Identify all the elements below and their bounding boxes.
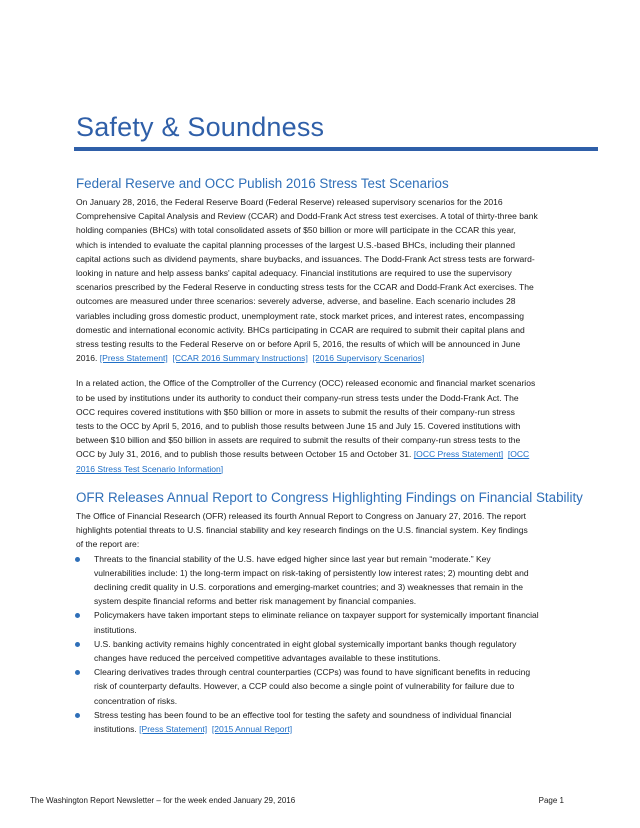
occ-scenario-info-link-cont[interactable]: 2016 Stress Test Scenario Information]: [76, 463, 224, 474]
text-line: which is intended to evaluate the capital planning processes of the largest U.S.-based BHCs, including their planned: [76, 239, 516, 250]
bullet-icon: [75, 642, 80, 647]
text-line: holding companies (BHCs) with total consolidated assets of $50 billion or more will participate in the CCAR this year,: [76, 225, 516, 236]
text-line: In a related action, the Office of the Comptroller of the Currency (OCC) released economic and financial market scenarios: [76, 378, 536, 389]
text-line: OCC by July 31, 2016, and to publish those results between October 15 and October 31.: [76, 449, 414, 460]
text-line: highlights potential threats to U.S. financial stability and key research findings on the U.S. financial system. Key findings: [76, 525, 528, 536]
text-line: concentration of risks.: [94, 695, 178, 706]
text-line: Stress testing has been found to be an effective tool for testing the safety and soundness of individual financial: [94, 709, 512, 720]
occ-press-statement-link[interactable]: [OCC Press Statement]: [413, 449, 504, 460]
text-line: stress testing results to the Federal Reserve on or before April 5, 2016, the results of which will be announced in June: [76, 339, 521, 350]
text-line: tests to the OCC by April 5, 2016, and to publish those results between June 15 and July 15. Covered institutions with: [76, 421, 521, 432]
text-line: institutions.: [94, 624, 137, 635]
text-line: between $10 billion and $50 billion in assets are required to submit the results of their company-run stress tests to the: [76, 435, 521, 446]
text-line: vulnerabilities include: 1) the long-term impact on risk-taking of persistently low interest rates; 2) mounting debt and: [94, 567, 529, 578]
text-line: to be used by institutions under its authority to conduct their company-run stress tests under the Dodd-Frank Act. The: [76, 392, 519, 403]
findings-list: [76, 552, 602, 737]
article-heading: OFR Releases Annual Report to Congress Highlighting Findings on Financial Stability: [76, 490, 583, 505]
page-title: Safety & Soundness: [76, 112, 325, 142]
article-paragraph: [76, 195, 602, 365]
list-item: [76, 708, 602, 736]
text-line: system despite financial reforms and better risk management by financial companies.: [94, 596, 417, 607]
supervisory-scenarios-link[interactable]: [2016 Supervisory Scenarios]: [312, 353, 425, 364]
page-footer: [30, 796, 564, 805]
text-line: 2016.: [76, 353, 100, 364]
bullet-icon: [75, 713, 80, 718]
text-line: Threats to the financial stability of the U.S. have edged higher since last year but remain “moderate.” Key: [94, 553, 491, 564]
list-item: [76, 665, 602, 708]
text-line: On January 28, 2016, the Federal Reserve Board (Federal Reserve) released supervisory scenarios for the 2016: [76, 197, 503, 207]
annual-report-link[interactable]: [2015 Annual Report]: [211, 724, 293, 735]
text-line: looking in nature and help assess banks' capital adequacy. Financial institutions are required to use the supervisory: [76, 268, 512, 279]
text-line: variables including gross domestic product, unemployment rate, stock market prices, and interest rates, encompassing: [76, 310, 524, 321]
text-line: Clearing derivatives trades through central counterparties (CCPs) was found to have significant benefits in reducing: [94, 667, 531, 678]
article-ofr-report: [76, 490, 602, 736]
ccar-instructions-link[interactable]: [CCAR 2016 Summary Instructions]: [172, 353, 308, 364]
bullet-icon: [75, 670, 80, 675]
page-number: Page 1: [538, 796, 564, 805]
text-line: U.S. banking activity remains highly concentrated in eight global systemically important banks though regulatory: [94, 638, 517, 649]
article-heading: Federal Reserve and OCC Publish 2016 Stress Test Scenarios: [76, 176, 449, 191]
footer-newsletter-title: The Washington Report Newsletter – for the week ended January 29, 2016: [30, 796, 296, 805]
text-line: declining credit quality in U.S. corporations and emerging-market countries; and 3) weaknesses that remain in the: [94, 582, 523, 593]
text-line: Comprehensive Capital Analysis and Review (CCAR) and Dodd-Frank Act stress test exercises. A total of thirty-three bank: [76, 211, 538, 222]
occ-scenario-info-link[interactable]: [OCC: [507, 449, 530, 460]
text-line: OCC requires covered institutions with $50 billion or more in assets to submit the results of their company-run stress: [76, 406, 515, 417]
text-line: of the report are:: [76, 539, 140, 550]
ofr-press-statement-link[interactable]: [Press Statement]: [139, 724, 208, 735]
press-statement-link[interactable]: [Press Statement]: [99, 353, 168, 364]
text-line: changes have reduced the perceived competitive advantages available to these institutions.: [94, 653, 441, 664]
bullet-icon: [75, 613, 80, 618]
text-line: institutions.: [94, 724, 140, 735]
article-paragraph: [76, 509, 602, 552]
article-paragraph: [76, 376, 602, 475]
text-line: risk of counterparty defaults. However, a CCP could also become a single point of vulnerability for failure due to: [94, 681, 515, 692]
text-line: domestic and international economic activity. BHCs participating in CCAR are required to submit their capital plans and: [76, 324, 525, 335]
text-line: outcomes are measured under three scenarios: severely adverse, adverse, and baseline. Each scenario includes 28: [76, 296, 516, 307]
text-line: scenarios prescribed by the Federal Reserve in conducting stress tests for the CCAR and Dodd-Frank Act exercises. The: [76, 282, 534, 293]
text-line: capital actions such as dividend payments, share buybacks, and issuances. The Dodd-Frank Act stress tests are forward-: [76, 253, 535, 264]
bullet-icon: [75, 557, 80, 562]
title-rule: [74, 147, 598, 151]
list-item: [76, 552, 602, 609]
text-line: Policymakers have taken important steps to eliminate reliance on taxpayer support for systemically important financial: [94, 610, 539, 621]
article-stress-tests: [76, 176, 602, 487]
text-line: The Office of Financial Research (OFR) released its fourth Annual Report to Congress on January 27, 2016. The report: [76, 511, 527, 521]
list-item: [76, 608, 602, 636]
list-item: [76, 637, 602, 665]
